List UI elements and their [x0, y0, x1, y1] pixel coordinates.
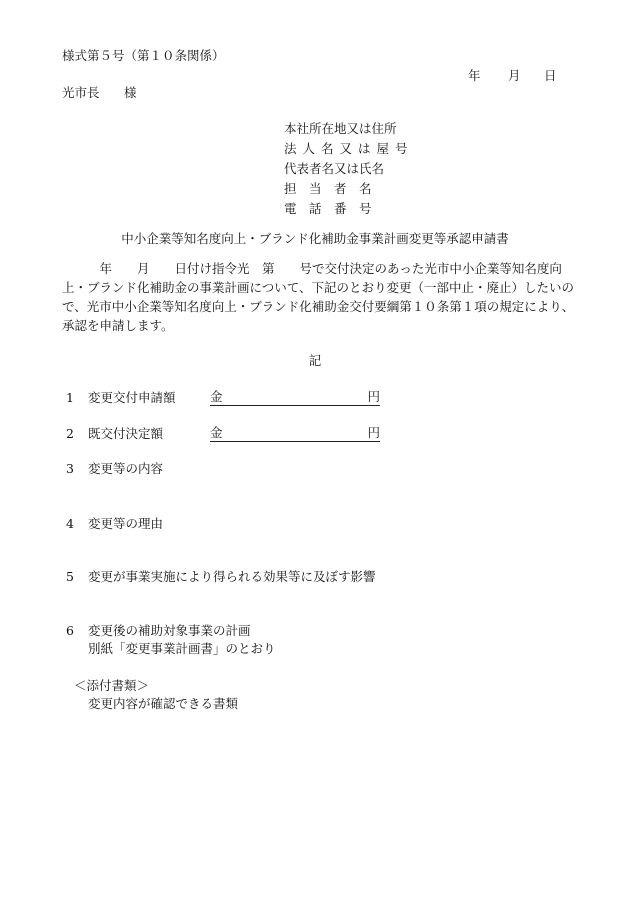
item-1-label: 変更交付申請額	[88, 390, 176, 405]
item-3-label: 変更等の内容	[88, 461, 164, 476]
document-title: 中小企業等知名度向上・ブランド化補助金事業計画変更等承認申請書	[121, 231, 509, 246]
item-6-label: 変更後の補助対象事業の計画	[88, 623, 251, 638]
item-1-kin: 金	[210, 389, 223, 404]
applicant-address-label: 本社所在地又は住所	[284, 121, 397, 136]
date-day: 日	[544, 68, 557, 83]
date-month: 月	[508, 68, 521, 83]
body-line-2: 上・ブランド化補助金の事業計画について、下記のとおり変更（一部中止・廃止）したいの	[62, 280, 575, 295]
item-6-sub: 別紙「変更事業計画書」のとおり	[88, 641, 276, 656]
body-line-4: 承認を申請します。	[62, 318, 174, 333]
item-5-label: 変更が事業実施により得られる効果等に及ぼす影響	[88, 569, 376, 584]
applicant-phone-label: 電 話 番 号	[284, 201, 372, 216]
item-2-number: 2	[66, 426, 74, 441]
applicant-representative-label: 代表者名又は氏名	[284, 161, 385, 176]
item-1-yen: 円	[367, 389, 380, 404]
addressee-honorific: 様	[124, 85, 137, 100]
item-1-amount-field[interactable]	[210, 391, 380, 406]
item-2-yen: 円	[367, 425, 380, 440]
applicant-contact-label: 担 当 者 名	[284, 181, 372, 196]
item-3-number: 3	[66, 461, 74, 476]
item-6-number: 6	[66, 623, 74, 638]
applicant-corp-name-label: 法人名又は屋号	[284, 141, 414, 156]
ki-heading: 記	[308, 353, 322, 368]
item-4-label: 変更等の理由	[88, 516, 164, 531]
item-2-amount-field[interactable]	[210, 427, 380, 442]
form-number: 様式第５号（第１０条関係）	[62, 48, 225, 63]
body-line-1: 年 月 日付け指令光 第 号で交付決定のあった光市中小企業等知名度向	[62, 261, 562, 276]
attachments-heading: ＜添付書類＞	[74, 678, 150, 693]
item-1-number: 1	[66, 390, 74, 405]
date-year: 年	[468, 68, 481, 83]
item-4-number: 4	[66, 516, 74, 531]
body-line-3: で、光市中小企業等知名度向上・ブランド化補助金交付要綱第１０条第１項の規定により、	[62, 299, 575, 314]
addressee-name: 光市長	[62, 85, 100, 100]
item-5-number: 5	[66, 569, 74, 584]
item-2-label: 既交付決定額	[88, 426, 164, 441]
item-2-kin: 金	[210, 425, 223, 440]
attachments-item: 変更内容が確認できる書類	[88, 696, 239, 711]
